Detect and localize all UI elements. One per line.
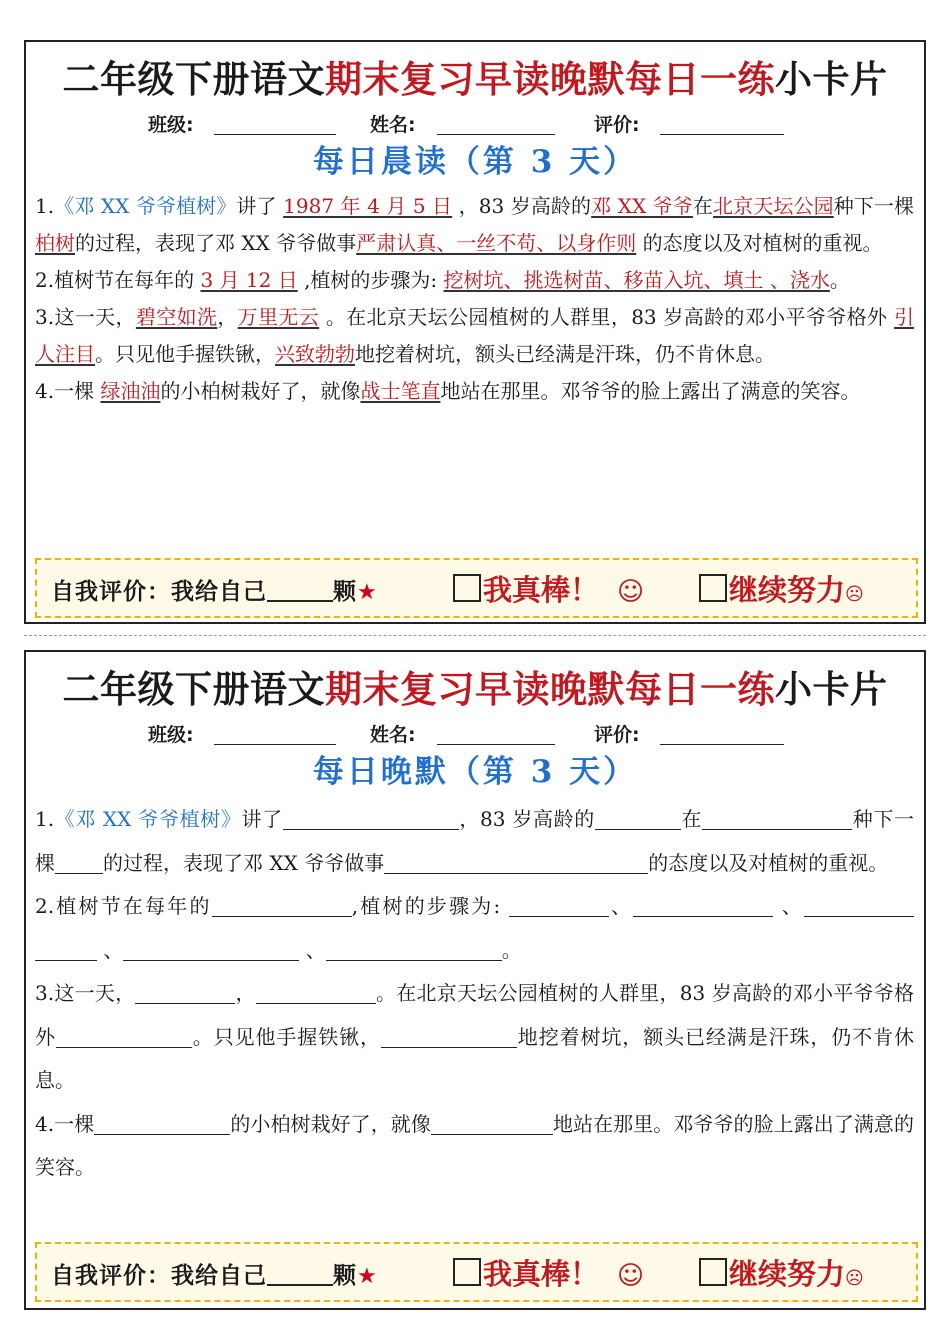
class-label: 班级: [148,724,194,746]
frown-icon: ☹ [845,1268,864,1289]
name-label: 姓名: [370,114,416,136]
answer-blank[interactable] [804,896,914,917]
checkbox-icon [453,574,481,602]
answer-blank[interactable] [381,1027,517,1048]
class-label: 班级: [148,114,194,136]
evaluation-label: 评价: [594,724,640,746]
self-evaluation-label: 自我评价：我给自己 颗★ [51,573,378,606]
great-checkbox[interactable]: 我真棒！ ☺ [453,568,644,609]
self-evaluation-label: 自我评价：我给自己 颗★ [51,1257,378,1290]
answer-blank[interactable] [135,983,235,1004]
class-input-line[interactable] [214,744,336,745]
question-1: 1.《邓 XX 爷爷植树》讲了 ，83 岁高龄的 在 种下一棵 的过程，表现了邓 XX 爷爷做事 的态度以及对植树的重视。 [35,807,915,875]
morning-card [24,40,926,624]
star-icon: ★ [357,1264,378,1289]
answer-blank[interactable] [595,809,681,830]
answer-blank[interactable] [212,896,352,917]
card-title: 二年级下册语文期末复习早读晚默每日一练小卡片 [62,58,888,101]
star-count-input[interactable] [267,576,333,602]
frown-icon: ☹ [845,584,864,605]
cut-line-divider [24,635,926,636]
name-input-line[interactable] [437,744,555,745]
answer-blank[interactable] [633,896,773,917]
evaluation-input-line[interactable] [660,134,784,135]
answer-blank[interactable] [326,940,502,961]
answer-blank[interactable] [56,1027,192,1048]
question-3: 3.这一天， ， 。在北京天坛公园植树的人群里，83 岁高龄的邓小平爷爷格外 。只见他手握铁锹， 地挖着树坑，额头已经满是汗珠，仍不肯休息。 [35,981,915,1092]
checkbox-icon [699,1258,727,1286]
question-2: 2.植树节在每年的 3 月 12 日 ,植树的步骤为: 挖树坑、挑选树苗、移苗入坑、填土 、浇水。 [35,268,850,292]
student-info-row [26,106,924,140]
answer-blank[interactable] [702,809,852,830]
smile-icon: ☺ [617,577,645,607]
answer-blank[interactable] [509,896,609,917]
question-4: 4.一棵 的小柏树栽好了，就像 地站在那里。邓爷爷的脸上露出了满意的笑容。 [35,1111,914,1179]
card-title: 二年级下册语文期末复习早读晚默每日一练小卡片 [62,668,888,711]
reading-passage [26,188,924,410]
section-subtitle: 每日晚默（第 3 天） [312,754,638,790]
name-label: 姓名: [370,724,416,746]
smile-icon: ☺ [617,1261,645,1291]
checkbox-icon [699,574,727,602]
great-checkbox[interactable]: 我真棒！ ☺ [453,1252,644,1293]
question-4: 4.一棵 绿油油的小柏树栽好了，就像战士笔直地站在那里。邓爷爷的脸上露出了满意的笑容。 [35,379,861,403]
evaluation-input-line[interactable] [660,744,784,745]
self-evaluation-box [35,1242,918,1302]
answer-blank[interactable] [94,1114,230,1135]
name-input-line[interactable] [437,134,555,135]
answer-blank[interactable] [35,940,97,961]
keep-trying-checkbox[interactable]: 继续努力☹ [699,1252,864,1293]
answer-blank[interactable] [123,940,299,961]
checkbox-icon [453,1258,481,1286]
class-input-line[interactable] [214,134,336,135]
question-2: 2.植树节在每年的 ,植树的步骤为: 、 、 、 、 。 [35,885,914,972]
answer-blank[interactable] [256,983,376,1004]
answer-blank[interactable] [283,809,459,830]
star-count-input[interactable] [267,1260,333,1286]
evening-card [24,650,926,1310]
answer-blank[interactable] [431,1114,553,1135]
answer-blank[interactable] [384,853,648,874]
answer-blank[interactable] [55,853,103,874]
star-icon: ★ [357,580,378,605]
self-evaluation-box [35,558,918,618]
evaluation-label: 评价: [594,114,640,136]
question-3: 3.这一天，碧空如洗，万里无云 。在北京天坛公园植树的人群里，83 岁高龄的邓小平爷爷格外 引人注目。只见他手握铁锹，兴致勃勃地挖着树坑，额头已经满是汗珠，仍不肯休息。 [35,305,915,366]
student-info-row [26,716,924,750]
dictation-passage [26,798,924,1190]
section-subtitle: 每日晨读（第 3 天） [312,144,638,180]
question-1: 1.《邓 XX 爷爷植树》讲了 1987 年 4 月 5 日 ，83 岁高龄的邓 XX 爷爷在北京天坛公园种下一棵柏树的过程，表现了邓 XX 爷爷做事严肃认真、一丝不苟、以身作则 的态度以及对植树的重视。 [35,194,915,255]
keep-trying-checkbox[interactable]: 继续努力☹ [699,568,864,609]
